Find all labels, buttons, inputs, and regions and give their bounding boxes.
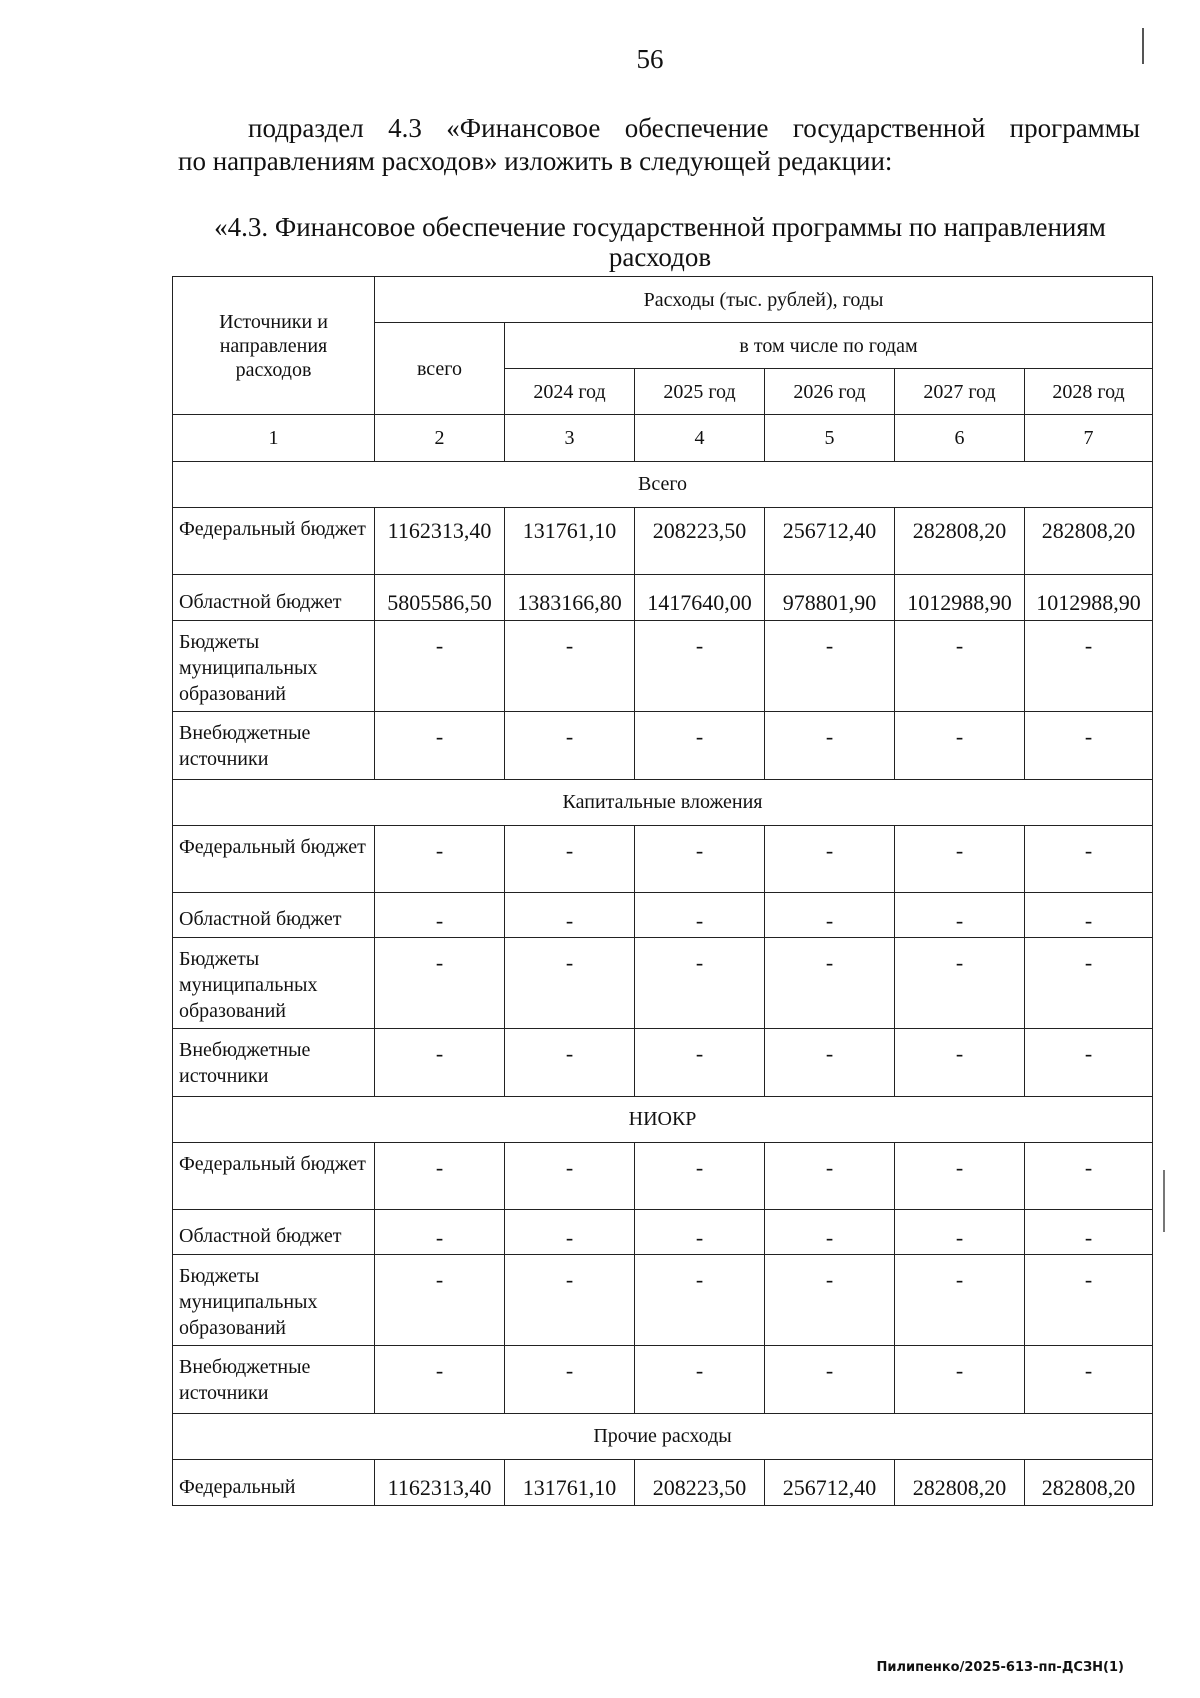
empty-value-cell: - (375, 826, 505, 893)
empty-value-cell: - (765, 1346, 895, 1414)
header-year-2027: 2027 год (895, 369, 1025, 415)
scan-mark (1163, 1170, 1165, 1232)
empty-value-cell: - (635, 712, 765, 780)
empty-value-cell: - (765, 1255, 895, 1346)
header-year-2024: 2024 год (505, 369, 635, 415)
empty-value-cell: - (1025, 826, 1153, 893)
section-header-row (173, 1414, 1153, 1460)
section-title-line-2: расходов (608, 242, 712, 272)
value-cell: 208223,50 (635, 1460, 765, 1506)
empty-value-cell: - (895, 712, 1025, 780)
value-cell: 282808,20 (1025, 508, 1153, 575)
value-cell: 208223,50 (635, 508, 765, 575)
table-row (173, 1255, 1153, 1346)
empty-value-cell: - (765, 1029, 895, 1097)
value-cell: 5805586,50 (375, 575, 505, 621)
empty-value-cell: - (895, 1346, 1025, 1414)
section-header-row (173, 780, 1153, 826)
empty-value-cell: - (765, 826, 895, 893)
empty-value-cell: - (635, 938, 765, 1029)
row-label: Федеральный (173, 1460, 375, 1506)
empty-value-cell: - (375, 1029, 505, 1097)
value-cell: 256712,40 (765, 1460, 895, 1506)
empty-value-cell: - (375, 1143, 505, 1210)
value-cell: 1383166,80 (505, 575, 635, 621)
empty-value-cell: - (505, 712, 635, 780)
header-sources: Источники и направления расходов (173, 277, 375, 415)
empty-value-cell: - (505, 1346, 635, 1414)
row-label: Бюджеты муниципальных образований (173, 621, 375, 712)
table-row (173, 1346, 1153, 1414)
table-row (173, 575, 1153, 621)
empty-value-cell: - (375, 712, 505, 780)
empty-value-cell: - (505, 826, 635, 893)
empty-value-cell: - (635, 1346, 765, 1414)
column-number-row (173, 415, 1153, 462)
empty-value-cell: - (635, 893, 765, 938)
value-cell: 282808,20 (1025, 1460, 1153, 1506)
empty-value-cell: - (765, 621, 895, 712)
header-year-2028: 2028 год (1025, 369, 1153, 415)
header-by-years: в том числе по годам (505, 323, 1153, 369)
empty-value-cell: - (505, 1255, 635, 1346)
value-cell: 282808,20 (895, 508, 1025, 575)
empty-value-cell: - (765, 1210, 895, 1255)
document-code: Пилипенко/2025-613-пп-ДСЗН(1) (876, 1660, 1124, 1675)
empty-value-cell: - (1025, 938, 1153, 1029)
empty-value-cell: - (1025, 621, 1153, 712)
row-label: Федеральный бюджет (173, 826, 375, 893)
section-title (170, 212, 1150, 272)
empty-value-cell: - (1025, 1210, 1153, 1255)
empty-value-cell: - (375, 1210, 505, 1255)
row-label: Федеральный бюджет (173, 508, 375, 575)
empty-value-cell: - (635, 1255, 765, 1346)
empty-value-cell: - (895, 1210, 1025, 1255)
header-total: всего (375, 323, 505, 415)
empty-value-cell: - (635, 621, 765, 712)
row-label: Внебюджетные источники (173, 1029, 375, 1097)
empty-value-cell: - (505, 1029, 635, 1097)
table-row (173, 1029, 1153, 1097)
section-header: Капитальные вложения (173, 780, 1153, 826)
empty-value-cell: - (765, 1143, 895, 1210)
empty-value-cell: - (895, 621, 1025, 712)
value-cell: 256712,40 (765, 508, 895, 575)
column-number: 1 (173, 415, 375, 462)
table-row (173, 1210, 1153, 1255)
row-label: Бюджеты муниципальных образований (173, 1255, 375, 1346)
empty-value-cell: - (635, 1029, 765, 1097)
row-label: Областной бюджет (173, 893, 375, 938)
value-cell: 978801,90 (765, 575, 895, 621)
row-label: Внебюджетные источники (173, 1346, 375, 1414)
section-header-row (173, 462, 1153, 508)
empty-value-cell: - (895, 1143, 1025, 1210)
empty-value-cell: - (505, 893, 635, 938)
empty-value-cell: - (895, 1255, 1025, 1346)
finance-table (172, 276, 1153, 1506)
value-cell: 131761,10 (505, 1460, 635, 1506)
section-header: Всего (173, 462, 1153, 508)
row-label: Областной бюджет (173, 1210, 375, 1255)
empty-value-cell: - (1025, 1255, 1153, 1346)
empty-value-cell: - (375, 893, 505, 938)
empty-value-cell: - (1025, 893, 1153, 938)
table-row (173, 1460, 1153, 1506)
intro-line-2: по направлениям расходов» изложить в следующей редакции: (178, 146, 893, 176)
empty-value-cell: - (375, 1346, 505, 1414)
empty-value-cell: - (765, 938, 895, 1029)
value-cell: 1162313,40 (375, 508, 505, 575)
row-label: Бюджеты муниципальных образований (173, 938, 375, 1029)
row-label: Внебюджетные источники (173, 712, 375, 780)
value-cell: 131761,10 (505, 508, 635, 575)
table-row (173, 712, 1153, 780)
empty-value-cell: - (895, 938, 1025, 1029)
value-cell: 282808,20 (895, 1460, 1025, 1506)
empty-value-cell: - (635, 1210, 765, 1255)
column-number: 6 (895, 415, 1025, 462)
section-title-line-1: «4.3. Финансовое обеспечение государственной программы по направлениям (214, 212, 1106, 242)
table-row (173, 938, 1153, 1029)
empty-value-cell: - (1025, 1346, 1153, 1414)
column-number: 4 (635, 415, 765, 462)
row-label: Областной бюджет (173, 575, 375, 621)
table-row (173, 1143, 1153, 1210)
empty-value-cell: - (505, 1210, 635, 1255)
empty-value-cell: - (635, 826, 765, 893)
empty-value-cell: - (375, 1255, 505, 1346)
column-number: 7 (1025, 415, 1153, 462)
section-header: Прочие расходы (173, 1414, 1153, 1460)
section-header: НИОКР (173, 1097, 1153, 1143)
empty-value-cell: - (895, 893, 1025, 938)
column-number: 5 (765, 415, 895, 462)
empty-value-cell: - (505, 621, 635, 712)
value-cell: 1012988,90 (1025, 575, 1153, 621)
header-expenses: Расходы (тыс. рублей), годы (375, 277, 1153, 323)
intro-paragraph (178, 112, 1140, 178)
empty-value-cell: - (375, 621, 505, 712)
table-row (173, 508, 1153, 575)
empty-value-cell: - (1025, 1029, 1153, 1097)
header-year-2026: 2026 год (765, 369, 895, 415)
table-row (173, 893, 1153, 938)
intro-line-1: подраздел 4.3 «Финансовое обеспечение государственной программы (248, 113, 1140, 143)
table-row (173, 826, 1153, 893)
empty-value-cell: - (765, 712, 895, 780)
column-number: 3 (505, 415, 635, 462)
empty-value-cell: - (1025, 712, 1153, 780)
empty-value-cell: - (895, 826, 1025, 893)
column-number: 2 (375, 415, 505, 462)
row-label: Федеральный бюджет (173, 1143, 375, 1210)
table-row (173, 621, 1153, 712)
empty-value-cell: - (375, 938, 505, 1029)
empty-value-cell: - (505, 1143, 635, 1210)
value-cell: 1162313,40 (375, 1460, 505, 1506)
empty-value-cell: - (765, 893, 895, 938)
value-cell: 1012988,90 (895, 575, 1025, 621)
header-year-2025: 2025 год (635, 369, 765, 415)
empty-value-cell: - (895, 1029, 1025, 1097)
value-cell: 1417640,00 (635, 575, 765, 621)
empty-value-cell: - (1025, 1143, 1153, 1210)
page-number: 56 (636, 44, 664, 74)
empty-value-cell: - (635, 1143, 765, 1210)
empty-value-cell: - (505, 938, 635, 1029)
section-header-row (173, 1097, 1153, 1143)
